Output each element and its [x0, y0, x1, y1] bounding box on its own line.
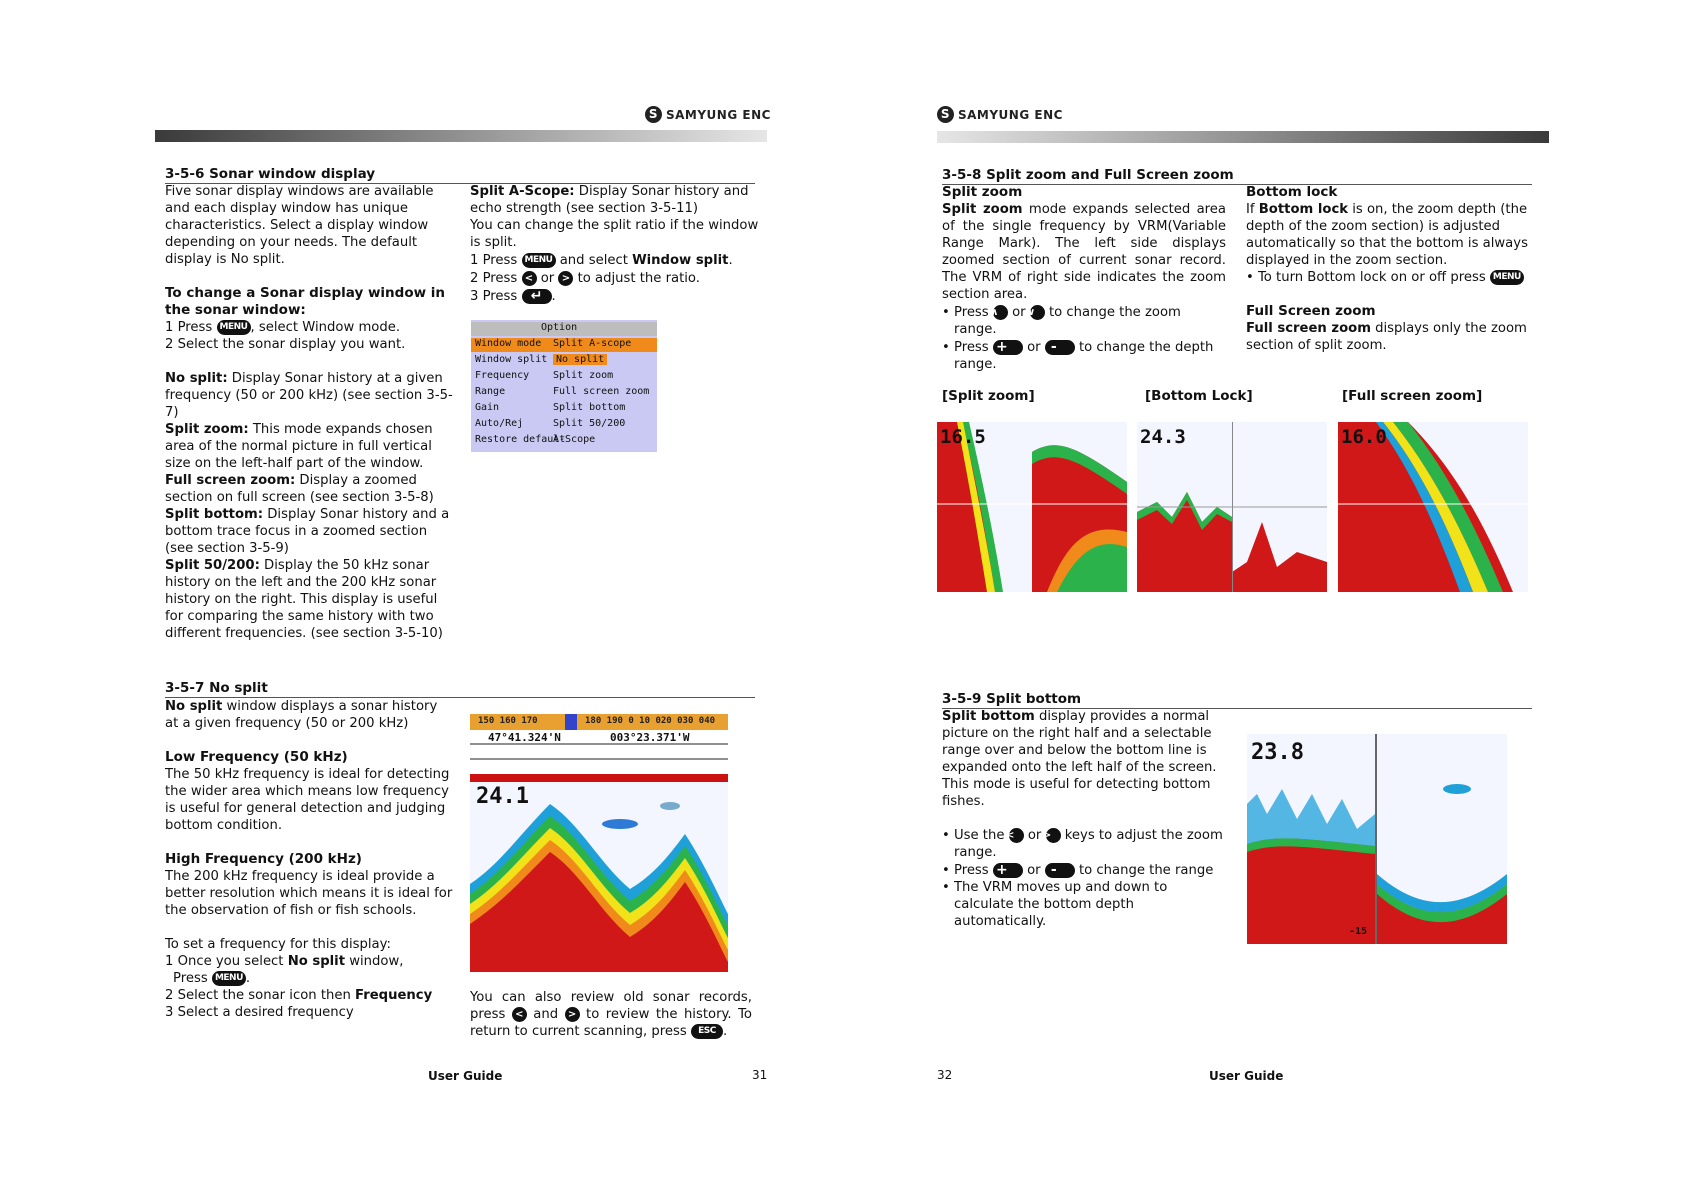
mode-full-screen-zoom: Full screen zoom: Display a zoomed section on full screen (see section 3-5-8) — [165, 473, 434, 505]
screen-heading-readout: 150 160 170 — [478, 716, 538, 726]
section-title-358: 3-5-8 Split zoom and Full Screen zoom — [942, 167, 1532, 185]
menu-row[interactable] — [471, 370, 657, 384]
right-arrow-key-icon: > — [565, 1007, 580, 1022]
depth-readout: 16.5 — [940, 426, 986, 448]
high-freq-text: The 200 kHz frequency is ideal provide a better resolution which means it is ideal for the observation of fish or fish schools. — [165, 869, 453, 918]
section-title-359: 3-5-9 Split bottom — [942, 691, 1532, 709]
bottom-range-label: -15 — [1349, 926, 1368, 937]
esc-key-icon: ESC — [691, 1024, 723, 1039]
menu-item-value: Split A-scope — [553, 338, 632, 349]
col-356-right — [470, 183, 760, 305]
menu-key-icon: MENU — [522, 253, 556, 268]
menu-row[interactable] — [471, 434, 657, 448]
ascope-text: Split A-Scope: Display Sonar history and echo strength (see section 3-5-11) — [470, 184, 749, 216]
menu-key-icon: MENU — [212, 971, 246, 986]
menu-item-value: A-Scope — [553, 434, 596, 445]
split-bottom-bullet-3: • The VRM moves up and down to calculate the bottom depth automatically. — [942, 880, 1168, 929]
brand-logo-left — [645, 106, 771, 123]
menu-row[interactable] — [471, 354, 657, 368]
ratio-step2: 2 Press < or > to adjust the ratio. — [470, 271, 700, 286]
right-arrow-key-icon: > — [1046, 828, 1061, 843]
enter-key-icon: ↵ — [522, 289, 552, 304]
full-screen-zoom-heading: Full Screen zoom — [1246, 303, 1376, 319]
intro-text: Five sonar display windows are available and each display window has unique characteristics. Select a display window depending on your needs. The default display is No split. — [165, 184, 434, 267]
menu-row[interactable] — [471, 418, 657, 432]
left-arrow-key-icon: < — [1009, 828, 1024, 843]
menu-item-value: Split 50/200 — [553, 418, 626, 429]
high-freq-heading: High Frequency (200 kHz) — [165, 851, 362, 867]
split-bottom-text: Split bottom display provides a normal picture on the right half and a selectable range over and below the bottom line is expanded onto the left half of the screen. This mode is useful for detecting bottom fishes. — [942, 709, 1217, 809]
no-split-intro: No split window displays a sonar history at a given frequency (50 or 200 kHz) — [165, 699, 438, 731]
menu-row[interactable] — [471, 402, 657, 416]
right-arrow-key-icon: > — [558, 271, 573, 286]
menu-item-label: Window split — [475, 354, 548, 365]
bottom-lock-sonar-screenshot — [1137, 422, 1327, 592]
up-arrow-key-icon: ∧ — [993, 305, 1008, 320]
sonar-image-no-split — [470, 714, 728, 972]
depth-readout: 24.1 — [476, 784, 529, 809]
option-menu-screenshot — [471, 320, 657, 452]
left-arrow-key-icon: < — [522, 271, 537, 286]
bottom-lock-heading: Bottom lock — [1246, 184, 1338, 200]
caption-bottom-lock: [Bottom Lock] — [1145, 388, 1253, 404]
menu-key-icon: MENU — [217, 320, 251, 335]
ratio-text: You can change the split ratio if the window is split. — [470, 218, 759, 250]
zoom-bullet-2: • Press + or - to change the depth range. — [942, 338, 1214, 372]
depth-readout: 24.3 — [1140, 426, 1186, 448]
menu-item-label: Range — [475, 386, 506, 397]
set-freq-text: To set a frequency for this display: — [165, 937, 391, 952]
brand-name: SAMYUNG ENC — [666, 107, 771, 122]
col-357-left — [165, 698, 453, 1021]
footer-label-right: User Guide — [1209, 1069, 1284, 1083]
menu-item-label: Restore default — [475, 434, 566, 445]
set-step2: 2 Select the sonar icon then Frequency — [165, 988, 433, 1003]
low-freq-heading: Low Frequency (50 kHz) — [165, 749, 348, 765]
mode-no-split: No split: Display Sonar history at a given frequency (50 or 200 kHz) (see section 3-5-7) — [165, 371, 453, 420]
low-freq-text: The 50 kHz frequency is ideal for detecting the wider area which means low frequency is useful for general detection and judging bottom condition. — [165, 767, 450, 833]
full-screen-zoom-sonar-screenshot — [1338, 422, 1528, 592]
split-zoom-heading: Split zoom — [942, 184, 1023, 200]
header-bar-right — [937, 131, 1549, 143]
screen-latitude: 47°41.324'N — [488, 731, 561, 744]
bottom-lock-text: If Bottom lock is on, the zoom depth (the depth of the zoom section) is adjusted automatically so that the bottom is always displayed in the zoom section. — [1246, 202, 1528, 268]
brand-mark-icon: S — [645, 106, 662, 123]
plus-key-icon: + — [993, 340, 1023, 355]
depth-readout: 16.0 — [1341, 426, 1387, 448]
menu-key-icon: MENU — [1490, 270, 1524, 285]
col-358-right — [1246, 184, 1528, 354]
step1: 1 Press MENU , select Window mode. — [165, 320, 401, 335]
caption-full-screen-zoom: [Full screen zoom] — [1342, 388, 1483, 404]
review-text: You can also review old sonar records, press < and > to review the history. To return to current scanning, press ESC . — [470, 990, 752, 1039]
menu-item-value: Split zoom — [553, 370, 614, 381]
menu-title-row — [471, 322, 657, 336]
col-356-left — [165, 183, 453, 642]
menu-item-label: Option — [541, 322, 578, 333]
full-screen-zoom-text: Full screen zoom displays only the zoom section of split zoom. — [1246, 321, 1527, 353]
depth-readout: 23.8 — [1251, 740, 1304, 765]
split-bottom-bullet-1: • Use the < or > keys to adjust the zoom range. — [942, 828, 1223, 860]
mode-split-bottom: Split bottom: Display Sonar history and a bottom trace focus in a zoomed section (see section 3-5-9) — [165, 507, 450, 556]
menu-row[interactable] — [471, 386, 657, 400]
caption-split-zoom: [Split zoom] — [942, 388, 1035, 404]
plus-key-icon: + — [993, 863, 1023, 878]
section-title-357: 3-5-7 No split — [165, 680, 755, 698]
sonar-image-split-bottom — [1247, 734, 1507, 944]
menu-item-value: Full screen zoom — [553, 386, 650, 397]
step2: 2 Select the sonar display you want. — [165, 337, 406, 352]
set-step1-press: Press MENU . — [173, 971, 251, 986]
menu-row[interactable] — [471, 338, 657, 352]
header-bar-left — [155, 130, 767, 142]
menu-item-label: Frequency — [475, 370, 530, 381]
split-bottom-bullet-2: • Press + or - to change the range — [942, 861, 1214, 878]
set-step1: 1 Once you select No split window, — [165, 954, 404, 969]
brand-logo-right — [937, 106, 1063, 123]
change-heading: To change a Sonar display window in the sonar window: — [165, 285, 445, 318]
page-number-right: 32 — [937, 1068, 953, 1082]
menu-item-value: Split bottom — [553, 402, 626, 413]
bottom-lock-bullet: • To turn Bottom lock on or off press MENU — [1246, 269, 1528, 286]
brand-name: SAMYUNG ENC — [958, 107, 1063, 122]
screen-longitude: 003°23.371'W — [610, 731, 690, 744]
screen-heading-readout-2: 180 190 0 10 020 030 040 — [585, 716, 716, 726]
menu-item-label: Gain — [475, 402, 500, 413]
col-358-left — [942, 184, 1226, 373]
left-arrow-key-icon: < — [512, 1007, 527, 1022]
minus-key-icon: - — [1045, 863, 1075, 878]
mode-split-zoom: Split zoom: This mode expands chosen area of the normal picture in full vertical size on the left-half part of the window. — [165, 422, 433, 471]
col-359-left — [942, 708, 1226, 930]
menu-item-value: No split — [553, 354, 607, 365]
no-split-sonar-screenshot — [470, 714, 728, 972]
footer-label-left: User Guide — [428, 1069, 503, 1083]
menu-item-label: Window mode — [475, 338, 542, 349]
mode-split-50-200: Split 50/200: Display the 50 kHz sonar history on the left and the 200 kHz sonar history on the right. This display is useful for comparing the same history with two different frequencies. (see section 3-5-10) — [165, 558, 443, 641]
brand-mark-icon: S — [937, 106, 954, 123]
zoom-bullet-1: • Press ∧ or ∨ to change the zoom range. — [942, 305, 1181, 337]
menu-item-label: Auto/Rej — [475, 418, 524, 429]
set-step3: 3 Select a desired frequency — [165, 1005, 354, 1020]
down-arrow-key-icon: ∨ — [1030, 305, 1045, 320]
page-number-left: 31 — [752, 1068, 768, 1082]
split-zoom-sonar-screenshot — [937, 422, 1127, 592]
ratio-step1: 1 Press MENU and select Window split. — [470, 253, 733, 268]
minus-key-icon: - — [1045, 340, 1075, 355]
split-zoom-text: Split zoom mode expands selected area of the single frequency by VRM(Variable Range Mark). The left side displays zoomed section of current sonar record. The VRM of right side indicates the zoom section area. — [942, 202, 1226, 302]
section-title-356: 3-5-6 Sonar window display — [165, 166, 755, 184]
split-bottom-sonar-screenshot — [1247, 734, 1507, 944]
ratio-step3: 3 Press ↵ . — [470, 287, 556, 304]
